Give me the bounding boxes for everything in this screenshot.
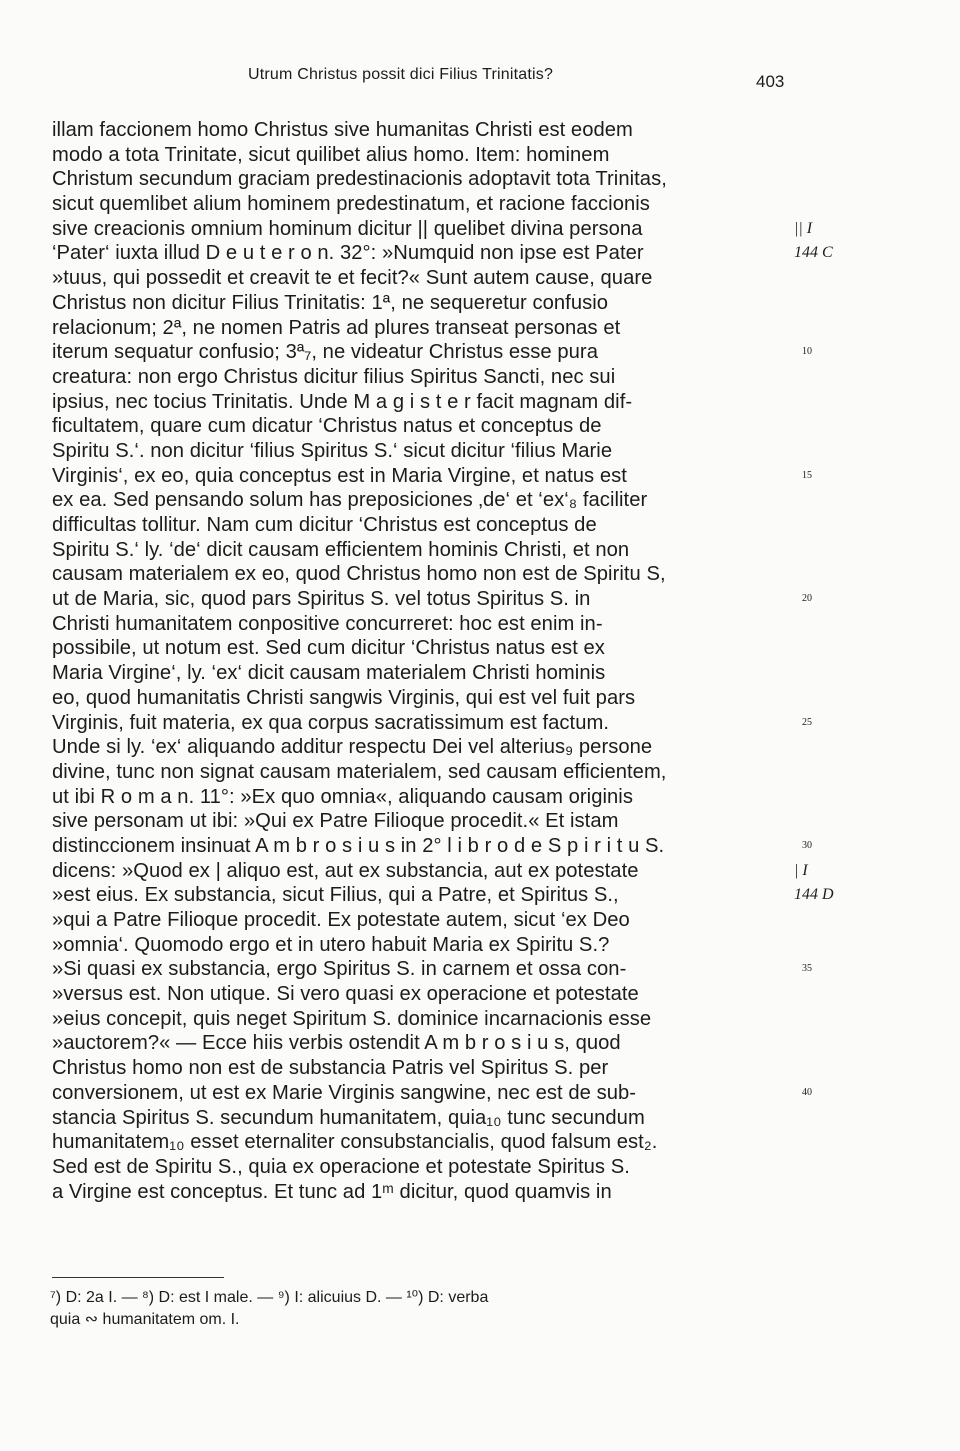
text-line: Maria Virgine‘, ly. ‘ex‘ dicit causam materialem Christi hominis [52,662,606,685]
text-line: ut de Maria, sic, quod pars Spiritus S. vel totus Spiritus S. in [52,588,591,611]
margin-reference [792,933,852,958]
text-line: iterum sequatur confusio; 3ª₇, ne videatur Christus esse pura [52,341,598,364]
margin-reference [792,414,852,439]
footnote-line: quia ∾ humanitatem om. I. [50,1311,240,1328]
text-line: distinccionem insinuat A m b r o s i u s in 2° l i b r o d e S p i r i t u S. [52,834,665,857]
text-line: Virginis, fuit materia, ex qua corpus sacratissimum est factum. [52,711,610,734]
text-line: causam materialem ex eo, quod Christus homo non est de Spiritu S, [52,563,666,586]
footnotes [50,1287,790,1331]
footnote-separator [52,1277,224,1278]
text-line: eo, quod humanitatis Christi sangwis Virginis, qui est vel fuit pars [52,686,636,709]
margin-reference [792,266,852,291]
margin-reference [792,735,852,760]
text-line: ‘Pater‘ iuxta illud D e u t e r o n. 32°: »Numquid non ipse est Pater [52,242,644,265]
text-line: ipsius, nec tocius Trinitatis. Unde M a g i s t e r facit magnam dif- [52,390,633,413]
margin-reference [792,636,852,661]
text-line: Sed est de Spiritu S., quia ex operacione et potestate Spiritus S. [52,1155,630,1178]
margin-reference [792,661,852,686]
margin-reference [792,686,852,711]
text-line: Christus homo non est de substancia Patris vel Spiritus S. per [52,1057,609,1080]
text-line: »tuus, qui possedit et creavit te et fecit?« Sunt autem cause, quare [52,267,653,290]
text-line: Christi humanitatem conpositive concurreret: hoc est enim in- [52,612,603,635]
body-text [52,118,792,1204]
margin-reference [792,1155,852,1180]
text-line: Spiritu S.‘. non dicitur ‘filius Spiritus S.‘ sicut dicitur ‘filius Marie [52,439,613,462]
margin-reference [792,1130,852,1155]
line-number: 20 [802,593,812,605]
text-line: humanitatem₁₀ esset eternaliter consubstancialis, quod falsum est₂. [52,1131,658,1154]
page-number: 403 [756,72,785,91]
text-line: Unde si ly. ‘ex‘ aliquando additur respectu Dei vel alterius₉ persone [52,736,653,759]
margin-reference [792,143,852,168]
margin-reference [792,809,852,834]
text-line: a Virgine est conceptus. Et tunc ad 1ᵐ dicitur, quod quamvis in [52,1180,612,1203]
line-number: 10 [802,346,812,358]
margin-reference [792,612,852,637]
text-line: »est eius. Ex substancia, sicut Filius, qui a Patre, et Spiritus S., [52,884,619,907]
text-line: modo a tota Trinitate, sicut quilibet alius homo. Item: hominem [52,143,610,166]
text-line: dicens: »Quod ex | aliquo est, aut ex substancia, aut ex potestate [52,859,639,882]
margin-reference [792,167,852,192]
text-line: sive creacionis omnium hominum dicitur || quelibet divina persona [52,217,643,240]
text-line: illam faccionem homo Christus sive humanitas Christi est eodem [52,119,633,141]
margin-reference: 144 D [794,886,834,904]
margin-reference [792,1056,852,1081]
text-line: Virginis‘, ex eo, quia conceptus est in Maria Virgine, et natus est [52,464,627,487]
text-line: Christum secundum graciam predestinacionis adoptavit tota Trinitas, [52,168,667,191]
margin-reference: 144 C [794,244,833,262]
text-line: conversionem, ut est ex Marie Virginis sangwine, nec est de sub- [52,1081,637,1104]
text-line: possibile, ut notum est. Sed cum dicitur ‘Christus natus est ex [52,637,605,660]
text-line: relacionum; 2ª, ne nomen Patris ad plures transeat personas et [52,316,621,339]
margin-reference [792,316,852,341]
line-number: 35 [802,963,812,975]
margin-reference [792,1180,852,1205]
text-line: divine, tunc non signat causam materialem, sed causam efficientem, [52,760,667,783]
margin-reference [792,1106,852,1131]
margin-reference [792,760,852,785]
margin-reference [792,291,852,316]
margin-reference [792,785,852,810]
margin-reference [792,513,852,538]
footnote-line: ⁷) D: 2a I. — ⁸) D: est I male. — ⁹) I: alicuius D. — ¹⁰) D: verba [50,1289,489,1306]
text-line: difficultas tollitur. Nam cum dicitur ‘Christus est conceptus de [52,514,597,536]
margin-reference [792,390,852,415]
text-line: sicut quemlibet alium hominem predestinatum, et racione faccionis [52,193,650,216]
margin-reference [792,488,852,513]
text-line: sive personam ut ibi: »Qui ex Patre Filioque procedit.« Et istam [52,810,619,833]
line-number: 25 [802,716,812,728]
margin-reference [792,439,852,464]
margin-reference [792,538,852,563]
text-line: »Si quasi ex substancia, ergo Spiritus S. in carnem et ossa con- [52,958,627,981]
text-line: stancia Spiritus S. secundum humanitatem, quia₁₀ tunc secundum [52,1106,645,1129]
margin-reference [792,1007,852,1032]
margin-reference [792,192,852,217]
margin-reference [792,365,852,390]
margin-reference [792,562,852,587]
margin-reference [792,982,852,1007]
text-line: Christus non dicitur Filius Trinitatis: 1ª, ne sequeretur confusio [52,291,609,314]
text-line: »qui a Patre Filioque procedit. Ex potestate autem, sicut ‘ex Deo [52,909,630,931]
text-line: »eius concepit, quis neget Spiritum S. dominice incarnacionis esse [52,1007,652,1030]
text-line: Spiritu S.‘ ly. ‘de‘ dicit causam efficientem hominis Christi, et non [52,538,630,561]
margin-reference [792,908,852,933]
line-number: 30 [802,839,812,851]
text-line: ex ea. Sed pensando solum has preposiciones ‚de‘ et ‘ex‘₈ faciliter [52,489,648,512]
text-line: ficultatem, quare cum dicatur ‘Christus natus et conceptus de [52,415,602,438]
margin-reference: || I [794,219,813,237]
line-number: 15 [802,469,812,481]
text-line: »versus est. Non utique. Si vero quasi ex operacione et potestate [52,983,639,1006]
text-line: creatura: non ergo Christus dicitur filius Spiritus Sancti, nec sui [52,365,616,388]
margin-reference [792,118,852,143]
line-number: 40 [802,1086,812,1098]
margin-reference [792,1031,852,1056]
running-title: Utrum Christus possit dici Filius Trinitatis? [248,66,554,83]
text-line: ut ibi R o m a n. 11°: »Ex quo omnia«, aliquando causam originis [52,785,633,808]
margin-reference: | I [794,861,808,879]
text-line: »auctorem?« — Ecce hiis verbis ostendit A m b r o s i u s, quod [52,1032,621,1055]
text-line: »omnia‘. Quomodo ergo et in utero habuit Maria ex Spiritu S.? [52,933,610,956]
margin-notes [792,118,852,1204]
